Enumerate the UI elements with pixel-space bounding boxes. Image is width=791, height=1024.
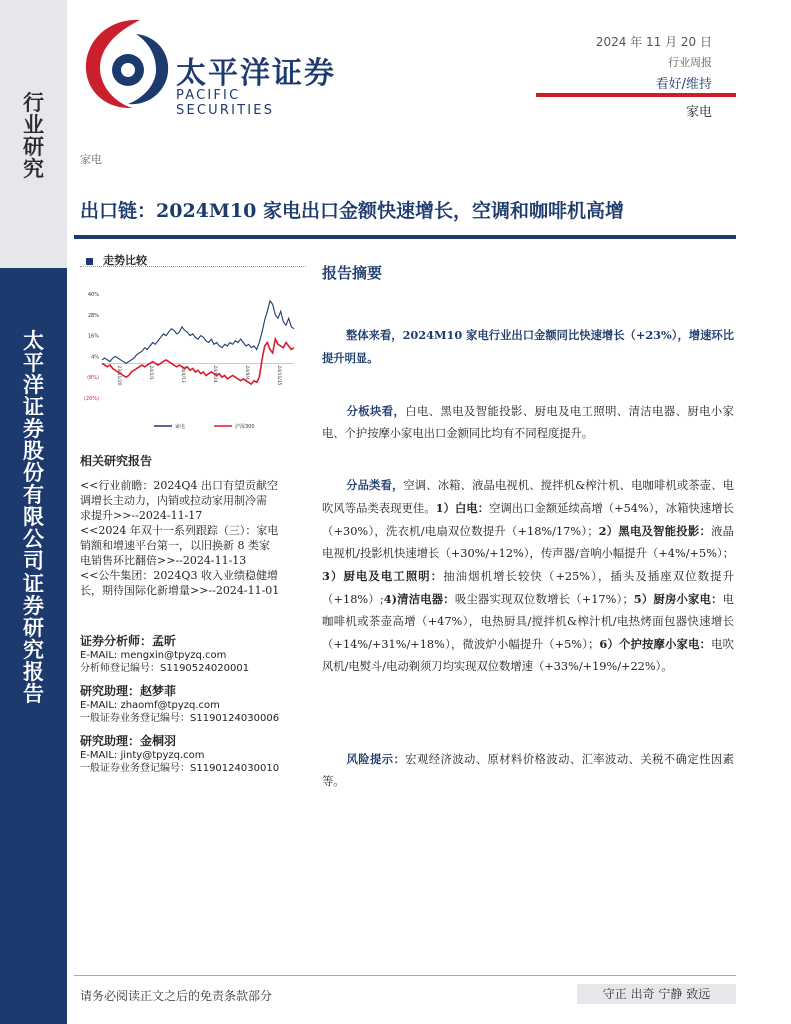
- sidebar-bottom-char: 份: [23, 460, 44, 486]
- related-reports-heading: 相关研究报告: [80, 454, 153, 468]
- related-report-line: 长，期待国际化新增量>>--2024-11-01: [80, 584, 280, 597]
- cleaning-text: 吸尘器实现双位数增长（+17%）；: [454, 593, 634, 606]
- sidebar-bottom-char: 股: [23, 438, 44, 464]
- risk-key: 风险提示：: [346, 752, 406, 766]
- trend-chart-svg: [80, 284, 300, 434]
- sidebar-bottom-char: 洋: [23, 372, 44, 398]
- footer-motto: 守正 出奇 宁静 致远: [577, 984, 736, 1004]
- related-report-line: <<公牛集团：2024Q3 收入业绩稳健增: [80, 569, 278, 582]
- sidebar-bottom-char: 限: [23, 504, 44, 530]
- sidebar-top-char: 研: [23, 134, 44, 160]
- footer-divider: [74, 975, 736, 976]
- report-title: 出口链：2024M10 家电出口金额快速增长，空调和咖啡机高增: [80, 200, 624, 222]
- trend-heading-text: 走势比较: [103, 254, 147, 267]
- related-report-line: <<行业前瞻：2024Q4 出口有望贡献空: [80, 479, 278, 492]
- sidebar-top-panel: [0, 0, 67, 268]
- sidebar-bottom-char: 告: [23, 680, 44, 706]
- related-reports-list: [80, 478, 306, 598]
- sidebar-bottom-char: 证: [23, 394, 44, 420]
- analyst-registration: 一般证券业务登记编号：S1190124030010: [80, 763, 280, 774]
- y-tick-label: 16%: [87, 333, 99, 340]
- categories-key: 分品类看，: [346, 478, 404, 492]
- title-divider: [74, 235, 736, 239]
- analyst-block: [80, 683, 306, 725]
- x-tick-label: 24/6/24: [212, 365, 217, 383]
- sidebar-industry-research-label: [0, 92, 67, 180]
- sidebar-bottom-panel: [0, 268, 67, 1024]
- black-goods-text: 液晶电视机/投影机快速增长（+30%/+12%），传声器/音响小幅提升（+4%/+5%）；: [322, 525, 734, 560]
- sidebar-bottom-char: 研: [23, 614, 44, 640]
- sidebar-bottom-char: 太: [23, 328, 44, 353]
- segments-key: 分板块看，: [346, 404, 406, 418]
- sidebar-bottom-char: 究: [23, 636, 44, 662]
- segments-text: 白电、黑电及智能投影、厨电及电工照明、清洁电器、厨电小家电、个护按摩小家电出口金额同比均有不同程度提升。: [322, 405, 734, 440]
- sector-tag: 家电: [80, 153, 102, 166]
- x-tick-label: 24/9/4: [244, 365, 249, 380]
- cleaning-key: 4)清洁电器：: [383, 592, 455, 606]
- summary-overall-text: 整体来看，2024M10 家电行业出口金额同比快速增长（+23%），增速环比提升明显。: [322, 328, 734, 365]
- y-tick-label: 28%: [87, 312, 99, 319]
- sidebar-bottom-char: 有: [23, 482, 44, 508]
- y-tick-label: (8%): [87, 375, 99, 382]
- analyst-name: 研究助理：金桐羽: [80, 734, 177, 748]
- analyst-email[interactable]: E-MAIL: jinty@tpyzq.com: [80, 750, 205, 761]
- related-report-line: 销额和增速平台第一，以旧换新 8 类家: [80, 539, 270, 552]
- categories-intro: 空调、冰箱、液晶电视机、搅拌机&榨汁机、电咖啡机或茶壶、电吹风等品类表现更佳。: [322, 479, 734, 515]
- y-tick-label: (20%): [83, 396, 99, 402]
- analyst-email[interactable]: E-MAIL: mengxin@tpyzq.com: [80, 650, 227, 661]
- trend-heading-underline: [80, 266, 306, 267]
- risk-text: 宏观经济波动、原材料价格波动、汇率波动、关税不确定性因素等。: [322, 753, 734, 788]
- header-sector: 家电: [685, 105, 712, 120]
- kitchen-text: 抽油烟机增长较快（+25%），插头及插座双位数提升（+18%）;: [322, 570, 734, 606]
- related-report-line: 电销售环比翻倍>>--2024-11-13: [80, 554, 247, 567]
- sidebar-bottom-char: 券: [23, 416, 44, 442]
- analyst-name: 证券分析师：孟昕: [80, 634, 177, 648]
- logo-english-name: PACIFIC SECURITIES: [176, 88, 275, 118]
- black-goods-key: 2）黑电及智能投影：: [598, 524, 712, 538]
- related-report-line: 调增长主动力，内销或拉动家用制冷需: [80, 494, 267, 507]
- y-tick-label: 4%: [91, 354, 99, 361]
- x-tick-label: 24/2/1: [148, 365, 153, 380]
- x-tick-label: 24/4/13: [180, 365, 185, 383]
- footer-disclaimer: 请务必阅读正文之后的免责条款部分: [80, 989, 273, 1003]
- white-goods-text: 空调出口金额延续高增（+54%），冰箱快速增长（+30%），洗衣机/电扇双位数提升（+18%/17%）；: [322, 502, 734, 538]
- related-report-line: 求提升>>--2024-11-17: [80, 509, 203, 522]
- logo-emblem-icon: [78, 14, 174, 112]
- analyst-registration: 分析师登记编号：S1190524020001: [80, 663, 250, 674]
- industry-rating: 看好/维持: [655, 77, 712, 92]
- legend-label: 沪深300: [235, 424, 255, 430]
- left-sidebar: [0, 0, 67, 1024]
- sidebar-bottom-char: 券: [23, 592, 44, 618]
- series-line-1: [102, 339, 294, 384]
- y-tick-label: 40%: [87, 292, 99, 298]
- analyst-registration: 一般证券业务登记编号：S1190124030006: [80, 713, 280, 724]
- related-report-line: <<2024 年双十一系列跟踪（三）：家电: [80, 524, 279, 537]
- report-type: 行业周报: [668, 56, 712, 69]
- report-date: 2024 年 11 月 20 日: [595, 35, 712, 49]
- trend-chart: [80, 284, 300, 434]
- square-bullet-icon: [86, 258, 93, 265]
- small-kitchen-key: 5）厨房小家电：: [633, 592, 723, 606]
- analyst-block: [80, 733, 306, 775]
- kitchen-key: 3）厨电及电工照明：: [322, 569, 444, 583]
- company-logo: [78, 14, 343, 118]
- analyst-name: 研究助理：赵梦菲: [80, 684, 177, 698]
- sidebar-company-label: [0, 330, 67, 705]
- legend-label: 家电: [175, 424, 186, 430]
- sidebar-bottom-char: 报: [23, 658, 44, 684]
- analyst-block: [80, 633, 306, 675]
- series-line-0: [102, 301, 294, 363]
- personal-care-text: 电吹风机/电熨斗/电动剃须刀均实现双位数增速（+33%/+19%/+22%）。: [322, 638, 734, 673]
- sidebar-top-char: 行: [23, 90, 44, 115]
- small-kitchen-text: 电咖啡机或茶壶高增（+47%），电热厨具/搅拌机&榨汁机/电热烤面包器快速增长（+14%/+31%/+18%），微波炉小幅提升（+5%）；: [322, 593, 734, 651]
- personal-care-key: 6）个护按摩小家电：: [599, 637, 712, 651]
- header-red-divider: [536, 93, 736, 97]
- white-goods-key: 1）白电：: [435, 501, 490, 515]
- logo-chinese-name: 太平洋证券: [176, 56, 336, 91]
- analyst-email[interactable]: E-MAIL: zhaomf@tpyzq.com: [80, 700, 220, 711]
- summary-paragraph-overall: [322, 324, 734, 370]
- sidebar-bottom-char: 平: [23, 350, 44, 376]
- summary-paragraph-segments: [322, 400, 734, 445]
- sidebar-bottom-char: 司: [23, 548, 44, 574]
- summary-heading: 报告摘要: [322, 264, 383, 282]
- x-tick-label: 23/11/20: [116, 365, 121, 386]
- summary-paragraph-categories: [322, 474, 734, 678]
- sidebar-bottom-char: 证: [23, 570, 44, 596]
- x-tick-label: 24/11/15: [276, 365, 281, 386]
- sidebar-bottom-char: 公: [23, 526, 44, 552]
- sidebar-top-char: 究: [23, 156, 44, 182]
- summary-paragraph-risk: [322, 748, 734, 793]
- sidebar-top-char: 业: [23, 112, 44, 138]
